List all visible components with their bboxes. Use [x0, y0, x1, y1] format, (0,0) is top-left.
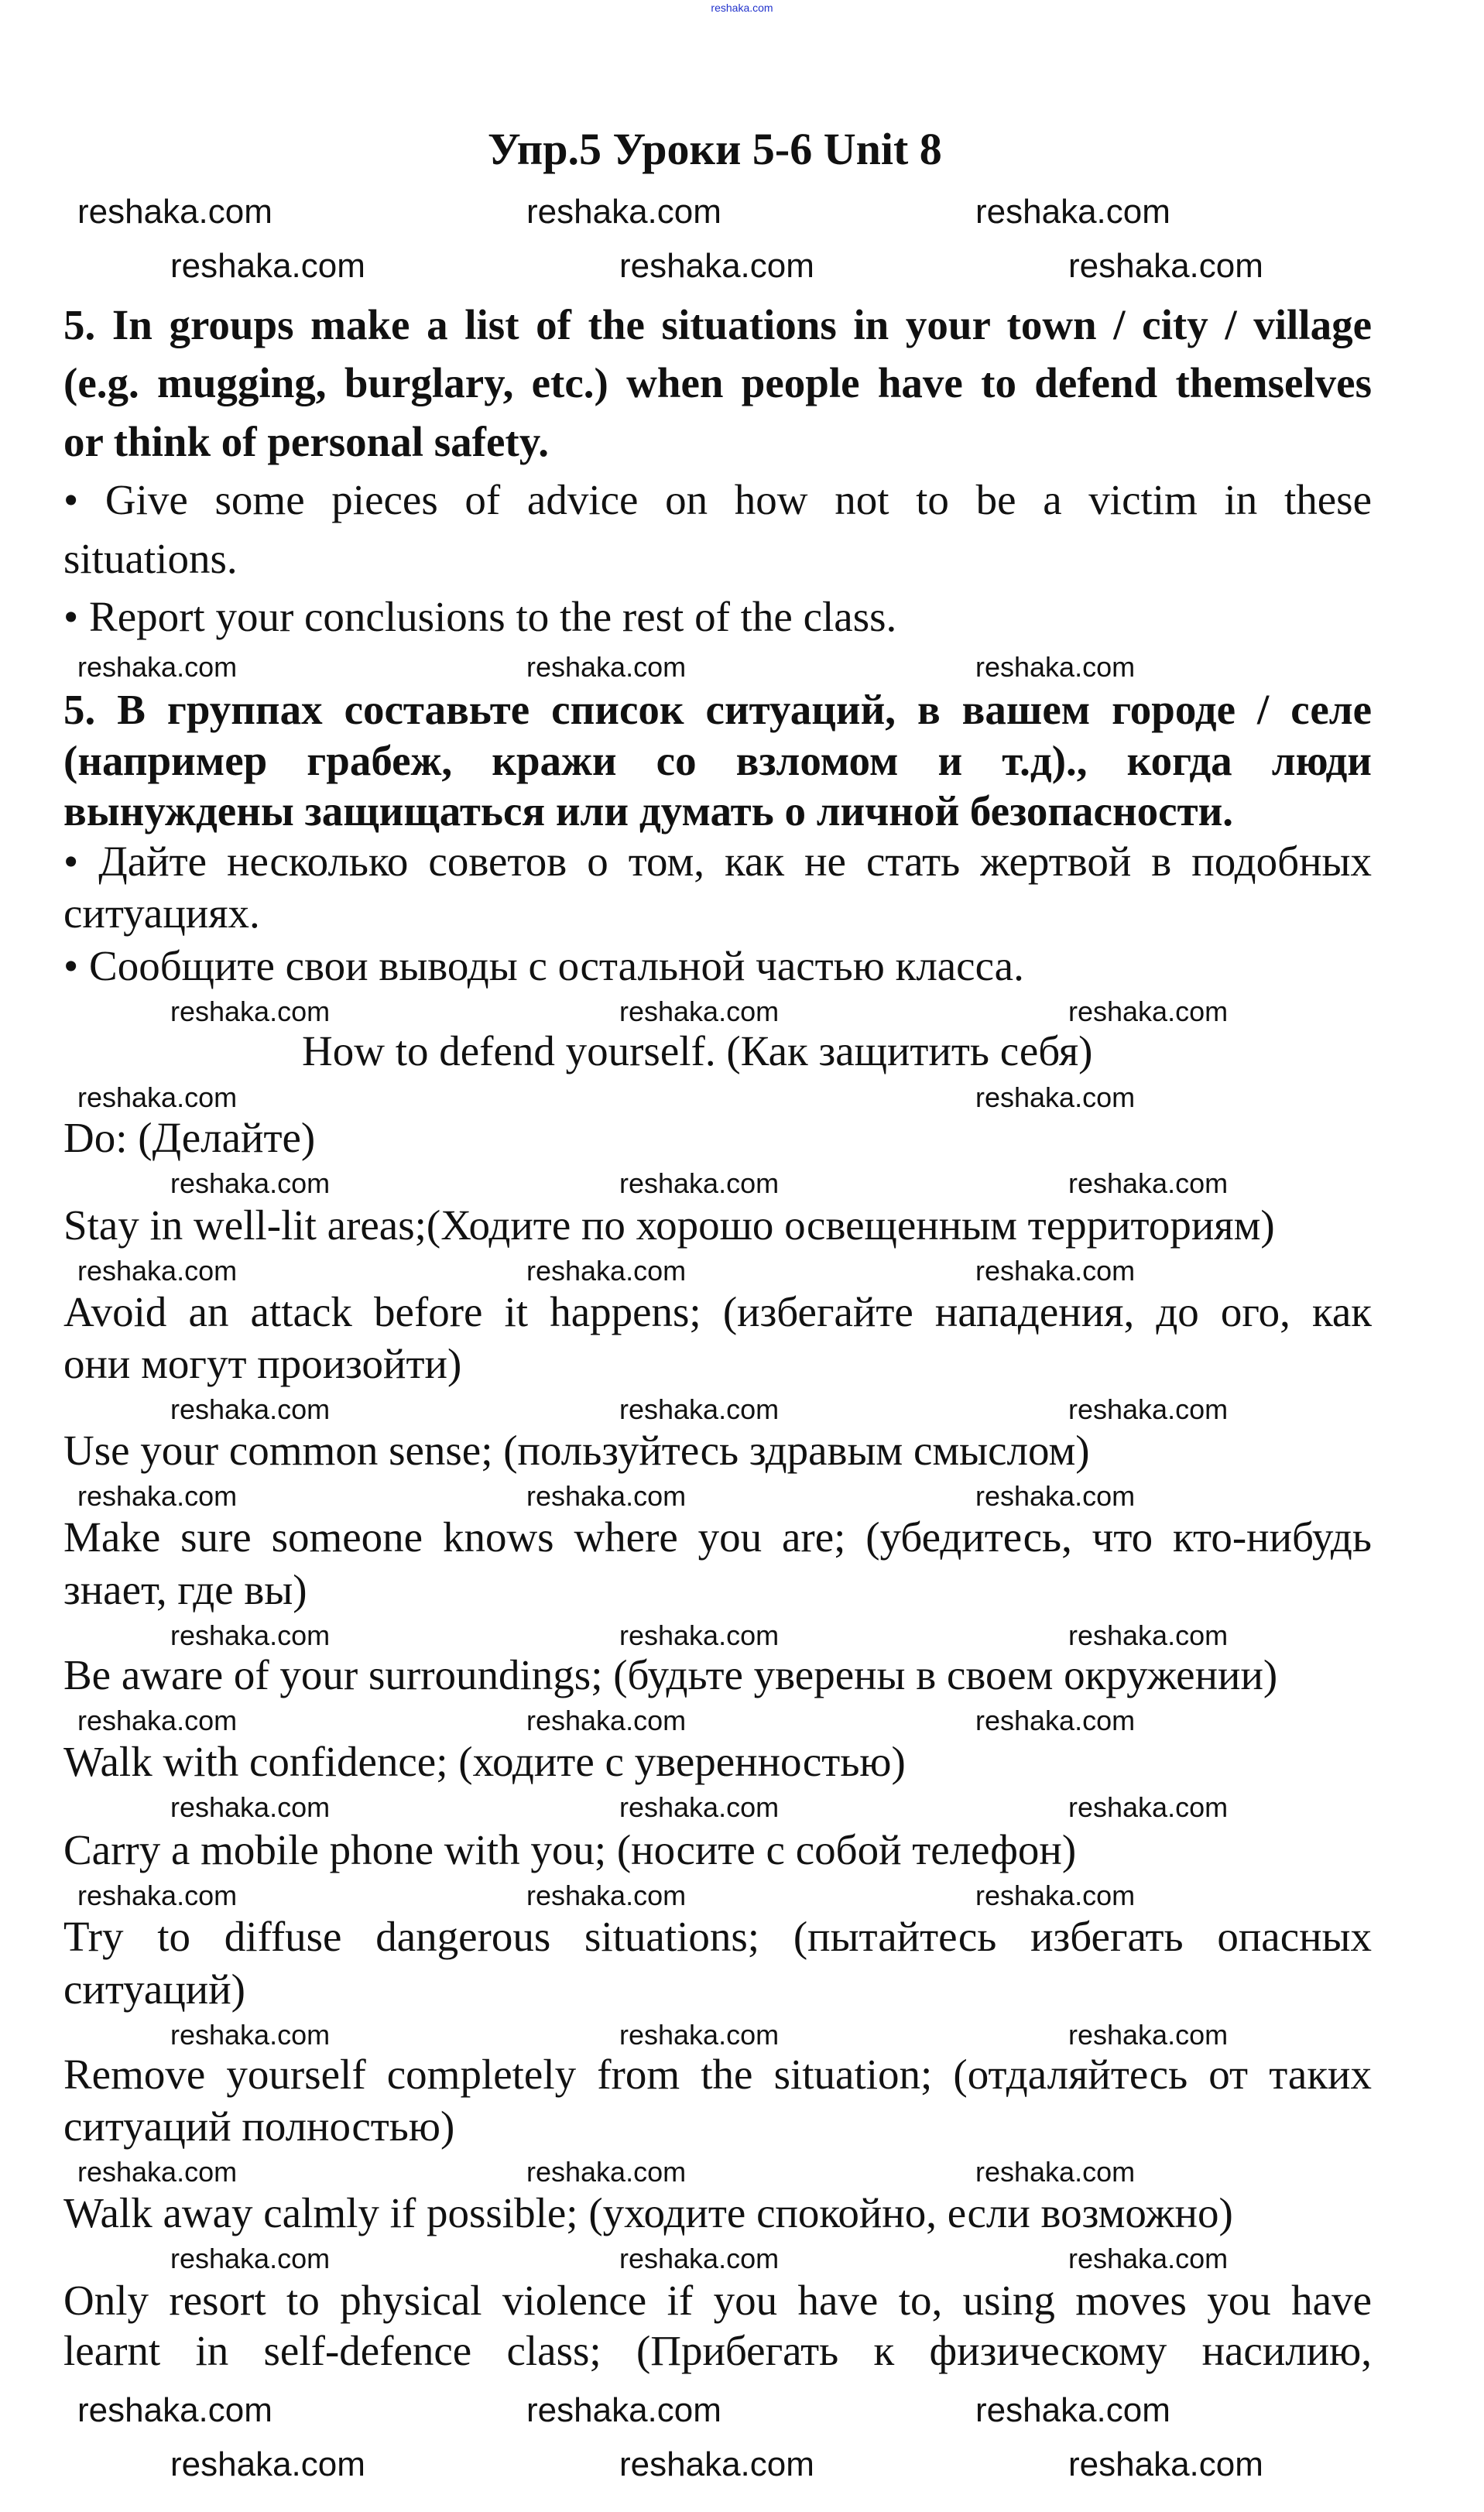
watermark: reshaka.com	[77, 1880, 238, 1911]
watermark: reshaka.com	[77, 1081, 238, 1113]
task-heading-en: or think of personal safety.	[63, 418, 549, 465]
watermark: reshaka.com	[170, 2243, 331, 2274]
watermark: reshaka.com	[526, 651, 687, 683]
watermark: reshaka.com	[170, 1393, 331, 1425]
watermark: reshaka.com	[619, 1619, 780, 1651]
watermark: reshaka.com	[975, 1255, 1136, 1287]
advice-item: Only resort to physical violence if you have to, using moves you have	[63, 2277, 1372, 2324]
watermark: reshaka.com	[975, 1705, 1136, 1736]
watermark: reshaka.com	[77, 2156, 238, 2188]
watermark: reshaka.com	[975, 1480, 1136, 1512]
watermark: reshaka.com	[526, 2391, 721, 2429]
watermark: reshaka.com	[975, 651, 1136, 683]
advice-item: Carry a mobile phone with you; (носите с собой телефон)	[63, 1826, 1077, 1873]
advice-item: ситуаций)	[63, 1965, 245, 2013]
watermark: reshaka.com	[77, 651, 238, 683]
watermark: reshaka.com	[1068, 247, 1263, 285]
watermark: reshaka.com	[619, 1791, 780, 1823]
watermark: reshaka.com	[619, 2445, 814, 2483]
advice-item: Be aware of your surroundings; (будьте уверены в своем окружении)	[63, 1651, 1278, 1698]
advice-item: Make sure someone knows where you are; (убедитесь, что кто-нибудь	[63, 1513, 1372, 1561]
task-bullet-ru: • Дайте несколько советов о том, как не стать жертвой в подобных	[63, 838, 1372, 885]
watermark: reshaka.com	[975, 1081, 1136, 1113]
watermark: reshaka.com	[619, 996, 780, 1027]
watermark: reshaka.com	[170, 996, 331, 1027]
advice-item: ситуаций полностью)	[63, 2102, 455, 2150]
watermark: reshaka.com	[170, 1791, 331, 1823]
site-mark[interactable]: reshaka.com	[711, 2, 773, 14]
watermark: reshaka.com	[975, 193, 1170, 231]
task-heading-en: (e.g. mugging, burglary, etc.) when people have to defend themselves	[63, 359, 1372, 406]
watermark: reshaka.com	[526, 1480, 687, 1512]
watermark: reshaka.com	[1068, 2243, 1229, 2274]
task-bullet-ru: • Сообщите свои выводы с остальной частью класса.	[63, 942, 1024, 989]
advice-item: learnt in self-defence class; (Прибегать к физическому насилию,	[63, 2327, 1372, 2374]
watermark: reshaka.com	[1068, 2019, 1229, 2051]
watermark: reshaka.com	[1068, 1791, 1229, 1823]
advice-item: они могут произойти)	[63, 1340, 462, 1387]
page-title: Упр.5 Уроки 5-6 Unit 8	[488, 124, 942, 174]
watermark: reshaka.com	[619, 247, 814, 285]
watermark: reshaka.com	[975, 1880, 1136, 1911]
watermark: reshaka.com	[619, 2243, 780, 2274]
watermark: reshaka.com	[526, 1255, 687, 1287]
task-heading-en: 5. In groups make a list of the situations in your town / city / village	[63, 301, 1372, 348]
advice-item: Use your common sense; (пользуйтесь здравым смыслом)	[63, 1427, 1090, 1474]
watermark: reshaka.com	[77, 1255, 238, 1287]
watermark: reshaka.com	[1068, 2445, 1263, 2483]
watermark: reshaka.com	[77, 1480, 238, 1512]
watermark: reshaka.com	[170, 1167, 331, 1199]
advice-item: Remove yourself completely from the situation; (отдаляйтесь от таких	[63, 2051, 1372, 2098]
task-bullet-en: situations.	[63, 535, 238, 582]
watermark: reshaka.com	[170, 247, 365, 285]
watermark: reshaka.com	[170, 2445, 365, 2483]
watermark: reshaka.com	[170, 2019, 331, 2051]
advice-item: Walk away calmly if possible; (уходите спокойно, если возможно)	[63, 2189, 1233, 2236]
watermark: reshaka.com	[975, 2391, 1170, 2429]
watermark: reshaka.com	[1068, 1167, 1229, 1199]
advice-item: Avoid an attack before it happens; (избегайте нападения, до ого, как	[63, 1288, 1372, 1335]
advice-item: Walk with confidence; (ходите с уверенностью)	[63, 1738, 906, 1785]
watermark: reshaka.com	[1068, 1619, 1229, 1651]
watermark: reshaka.com	[975, 2156, 1136, 2188]
watermark: reshaka.com	[77, 193, 272, 231]
advice-item: Stay in well-lit areas;(Ходите по хорошо освещенным территориям)	[63, 1201, 1275, 1249]
do-label: Do: (Делайте)	[63, 1114, 316, 1161]
watermark: reshaka.com	[1068, 996, 1229, 1027]
watermark: reshaka.com	[526, 193, 721, 231]
answer-title: How to defend yourself. (Как защитить себя)	[302, 1027, 1093, 1074]
task-heading-ru: 5. В группах составьте список ситуаций, в вашем городе / селе	[63, 686, 1372, 733]
watermark: reshaka.com	[77, 1705, 238, 1736]
advice-item: Try to diffuse dangerous situations; (пытайтесь избегать опасных	[63, 1913, 1372, 1960]
watermark: reshaka.com	[526, 2156, 687, 2188]
watermark: reshaka.com	[526, 1705, 687, 1736]
task-bullet-en: • Report your conclusions to the rest of the class.	[63, 593, 897, 640]
task-heading-ru: (например грабеж, кражи со взломом и т.д)., когда люди	[63, 737, 1372, 784]
advice-item: знает, где вы)	[63, 1566, 307, 1613]
watermark: reshaka.com	[77, 2391, 272, 2429]
watermark: reshaka.com	[1068, 1393, 1229, 1425]
watermark: reshaka.com	[619, 1167, 780, 1199]
task-bullet-ru: ситуациях.	[63, 889, 260, 937]
watermark: reshaka.com	[619, 2019, 780, 2051]
task-heading-ru: вынуждены защищаться или думать о личной безопасности.	[63, 787, 1234, 834]
watermark: reshaka.com	[170, 1619, 331, 1651]
task-bullet-en: • Give some pieces of advice on how not to be a victim in these	[63, 476, 1372, 523]
watermark: reshaka.com	[619, 1393, 780, 1425]
watermark: reshaka.com	[526, 1880, 687, 1911]
